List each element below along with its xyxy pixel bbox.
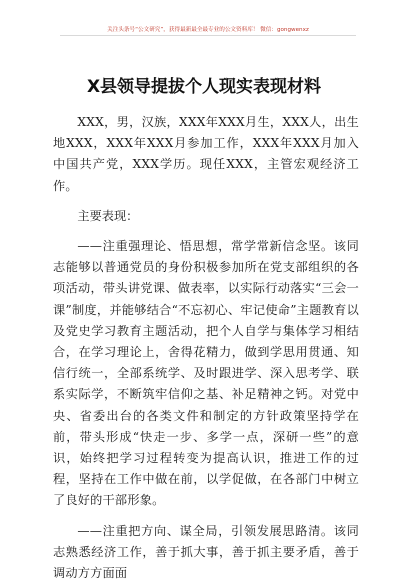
paragraph-gap	[53, 512, 359, 521]
paragraph-gap	[53, 227, 359, 236]
document-body	[53, 112, 359, 584]
paragraph-gap	[53, 197, 359, 206]
document-title: X县领导提拔个人现实表现材料	[86, 77, 322, 97]
header-banner: 关注头条号“公文研究”，获得最新最全最专业的公文资料库！ 微信：gongwenxz	[60, 26, 356, 36]
section-label: 主要表现：	[77, 208, 139, 223]
body-paragraph-2: ——注重把方向、谋全局，引领发展思路清。该同志熟悉经济工作，善于抓大事，善于抓主要矛盾，善于调动方方面面	[53, 523, 359, 581]
intro-paragraph: XXX，男，汉族，XXX年XXX月生，XXX人，出生地XXX，XXX年XXX月参加工作，XXX年XXX月加入中国共产党，XXX学历。现任XXX，主管宏观经济工作。	[53, 115, 359, 193]
body-paragraph-1: ——注重强理论、悟思想，常学常新信念坚。该同志能够以普通党员的身份积极参加所在党支部组织的各项活动，带头讲党课、做表率，以实际行动落实“三会一课”制度，并能够结合“不忘初心、牢记使命”主题教育以及党史学习教育主题活动，把个人自学与集体学习相结合，在学习理论上，舍得花精力，做到学思用贯通、知信行统一，全部系统学、及时跟进学、深入思考学、联系实际学，不断筑牢信仰之基、补足精神之钙。对党中央、省委出台的各类文件和制定的方针政策坚持学在前，带头形成“快走一步、多学一点，深研一些”的意识，始终把学习过程转变为提高认识，推进工作的过程，坚持在工作中做在前，以学促做，在各部门中树立了良好的干部形象。	[53, 239, 359, 508]
